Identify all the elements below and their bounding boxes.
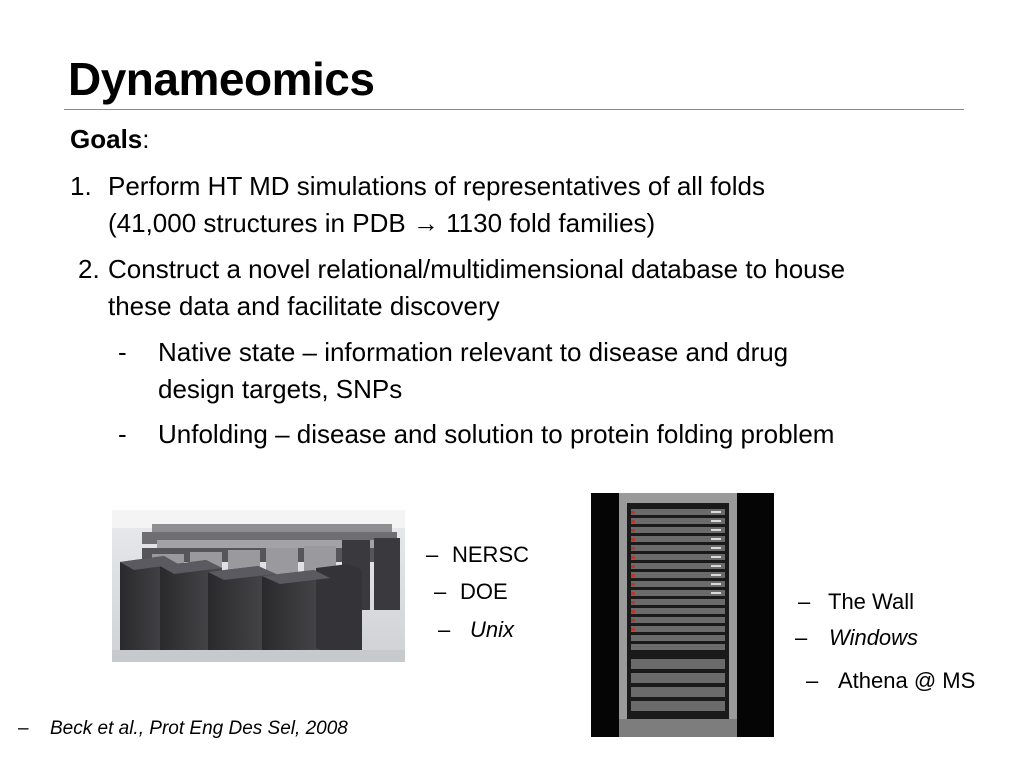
- slide-title: Dynameomics: [68, 53, 375, 105]
- sub-item-line: Unfolding – disease and solution to protein folding problem: [158, 419, 835, 449]
- sub-item-line: design targets, SNPs: [158, 374, 403, 404]
- nersc-bullet: [426, 542, 529, 568]
- windows-bullet: [795, 625, 918, 651]
- sub-item-marker: -: [118, 337, 127, 367]
- bullet-dash: –: [438, 617, 451, 642]
- bullet-text: The Wall: [828, 589, 914, 614]
- bullet-dash: –: [795, 625, 808, 650]
- bullet-dash: –: [806, 668, 819, 693]
- bullet-text: Windows: [829, 625, 919, 650]
- nersc-supercomputer-photo: [112, 510, 405, 662]
- goal-number: 1.: [70, 171, 92, 201]
- bullet-dash: –: [798, 589, 811, 614]
- server-rack-photo: [591, 493, 774, 737]
- goal-item-2: [78, 251, 1018, 325]
- citation-dash: –: [18, 718, 29, 739]
- goals-label: Goals: [70, 124, 143, 154]
- sub-item-2: [118, 416, 998, 453]
- goal-text-line: Construct a novel relational/multidimensional database to house: [108, 254, 846, 284]
- citation: [18, 718, 348, 740]
- citation-text: Beck et al., Prot Eng Des Sel, 2008: [50, 718, 348, 739]
- athena-bullet: [806, 668, 975, 694]
- title-divider: [64, 109, 964, 110]
- the-wall-bullet: [798, 589, 914, 615]
- bullet-text: Athena @ MS: [838, 668, 976, 693]
- goal-number: 2.: [78, 254, 100, 284]
- goals-heading: [70, 124, 149, 155]
- bullet-dash: –: [434, 579, 447, 604]
- goal-item-1: [70, 168, 970, 242]
- bullet-text: DOE: [460, 579, 508, 604]
- sub-item-line: Native state – information relevant to disease and drug: [158, 337, 789, 367]
- sub-item-1: [118, 334, 978, 408]
- sub-item-marker: -: [118, 419, 127, 449]
- bullet-dash: –: [426, 542, 439, 567]
- unix-bullet: [438, 617, 514, 643]
- bullet-text: Unix: [470, 617, 515, 642]
- bullet-text: NERSC: [452, 542, 530, 567]
- goals-colon: :: [142, 124, 150, 154]
- goal-text-line: these data and facilitate discovery: [108, 291, 500, 321]
- goal-text-line: Perform HT MD simulations of representatives of all folds: [108, 171, 765, 201]
- goal-text-line: (41,000 structures in PDB → 1130 fold families): [108, 208, 656, 238]
- doe-bullet: [434, 579, 508, 605]
